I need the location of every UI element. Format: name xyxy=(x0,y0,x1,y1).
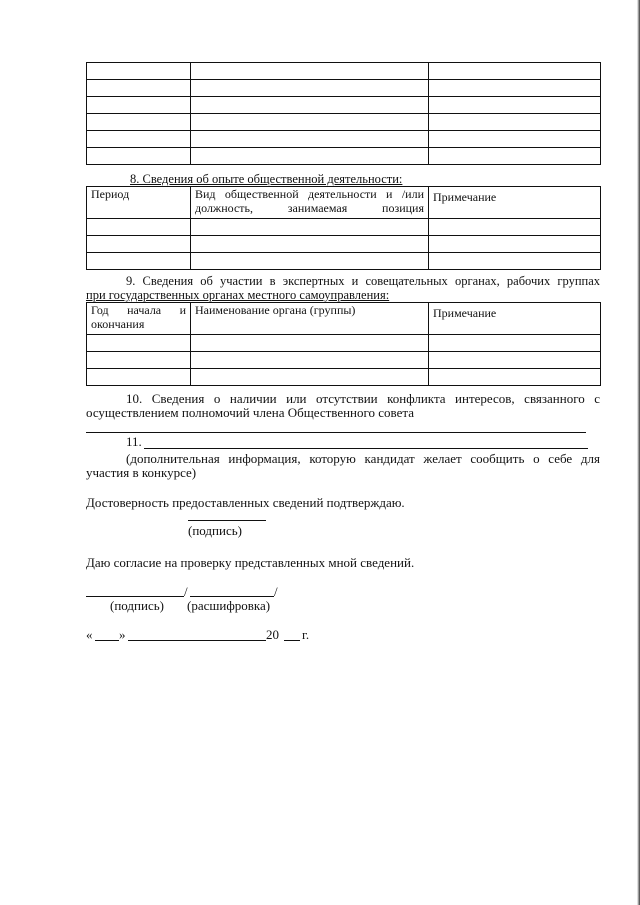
section-8-table-cell xyxy=(191,253,429,270)
previous-section-table-row xyxy=(87,148,601,165)
date-month-line xyxy=(128,640,266,641)
previous-section-table-cell xyxy=(429,63,601,80)
date-year-line xyxy=(284,640,300,641)
section-9-table-cell xyxy=(191,352,429,369)
section-8-table-cell xyxy=(429,236,601,253)
previous-section-table-row xyxy=(87,63,601,80)
consent-decoding-caption: (расшифровка) xyxy=(187,598,271,613)
previous-section-table-cell xyxy=(87,131,191,148)
section-11-note-line1: (дополнительная информация, которую кандидат желает сообщить о себе для xyxy=(126,451,600,466)
section-8-header-row xyxy=(87,187,601,219)
previous-section-table xyxy=(86,62,601,165)
date-day-line xyxy=(95,640,119,641)
section-8-table-cell xyxy=(191,219,429,236)
section-9-title-line2: при государственных органах местного самоуправления: xyxy=(86,288,390,302)
consent-decoding-line xyxy=(190,596,274,597)
section-9-title-line1: 9. Сведения об участии в экспертных и совещательных органах, рабочих группах xyxy=(126,274,600,288)
confirmation-signature-caption: (подпись) xyxy=(188,523,242,538)
previous-section-table-cell xyxy=(87,63,191,80)
s8-header-note: Примечание xyxy=(429,187,601,219)
section-9-table-cell xyxy=(429,369,601,386)
consent-signature-line xyxy=(86,596,184,597)
section-8-table-row xyxy=(87,236,601,253)
consent-signature-caption: (подпись) xyxy=(110,598,164,613)
s9-header-year-line2: окончания xyxy=(91,316,145,331)
s9-header-organ: Наименование органа (группы) xyxy=(191,303,429,335)
section-11-answer-line xyxy=(144,448,588,449)
section-8-table xyxy=(86,186,601,270)
previous-section-table-row xyxy=(87,80,601,97)
previous-section-table-cell xyxy=(429,97,601,114)
previous-section-table-row xyxy=(87,114,601,131)
section-8-table-cell xyxy=(429,219,601,236)
section-10-line1: 10. Сведения о наличии или отсутствии конфликта интересов, связанного с xyxy=(126,391,600,406)
s9-header-year xyxy=(87,303,191,335)
section-11-number: 11. xyxy=(126,434,142,449)
previous-section-table-cell xyxy=(191,97,429,114)
previous-section-table-cell xyxy=(429,114,601,131)
consent-text: Даю согласие на проверку представленных мной сведений. xyxy=(86,555,415,570)
section-9-table-cell xyxy=(429,335,601,352)
previous-section-table-cell xyxy=(87,80,191,97)
date-year-suffix: г. xyxy=(302,627,310,642)
section-10-line2: осуществлением полномочий члена Общественного совета xyxy=(86,405,414,420)
s8-header-period: Период xyxy=(87,187,191,219)
previous-section-table-cell xyxy=(191,131,429,148)
s8-header-activity: Вид общественной деятельности и /или должность, занимаемая позиция xyxy=(191,187,429,219)
previous-section-table-cell xyxy=(191,114,429,131)
s9-header-note: Примечание xyxy=(429,303,601,335)
date-open-quote: « xyxy=(86,627,93,642)
section-9-table-row xyxy=(87,335,601,352)
previous-section-table-cell xyxy=(191,63,429,80)
previous-section-table-row xyxy=(87,131,601,148)
date-century: 20 xyxy=(266,627,279,642)
previous-section-table-cell xyxy=(87,97,191,114)
section-9-table-row xyxy=(87,352,601,369)
section-8-title: 8. Сведения об опыте общественной деятельности: xyxy=(130,172,403,186)
section-9-header-row xyxy=(87,303,601,335)
previous-section-table-cell xyxy=(87,114,191,131)
section-9-table-cell xyxy=(87,335,191,352)
previous-section-table-cell xyxy=(429,131,601,148)
previous-section-table-cell xyxy=(429,80,601,97)
section-8-table-cell xyxy=(87,219,191,236)
consent-slash-2: / xyxy=(274,584,278,599)
s9-header-year-line1: Год начала и xyxy=(91,303,186,317)
section-8-table-cell xyxy=(429,253,601,270)
section-8-table-row xyxy=(87,219,601,236)
section-9-table-cell xyxy=(429,352,601,369)
previous-section-table-cell xyxy=(191,80,429,97)
section-9-table-row xyxy=(87,369,601,386)
previous-section-table-cell xyxy=(87,148,191,165)
section-8-table-cell xyxy=(87,253,191,270)
section-9-table xyxy=(86,302,601,386)
consent-slash-1: / xyxy=(184,584,188,599)
confirmation-text: Достоверность предоставленных сведений подтверждаю. xyxy=(86,495,405,510)
section-8-table-cell xyxy=(87,236,191,253)
section-9-table-cell xyxy=(191,335,429,352)
section-9-table-cell xyxy=(191,369,429,386)
section-8-table-row xyxy=(87,253,601,270)
section-11-note-line2: участия в конкурсе) xyxy=(86,465,197,480)
section-8-table-cell xyxy=(191,236,429,253)
previous-section-table-row xyxy=(87,97,601,114)
section-9-table-cell xyxy=(87,352,191,369)
date-close-quote: » xyxy=(119,627,126,642)
section-9-table-cell xyxy=(87,369,191,386)
previous-section-table-cell xyxy=(191,148,429,165)
section-10-answer-line xyxy=(86,432,586,433)
confirmation-signature-line xyxy=(188,520,266,521)
previous-section-table-cell xyxy=(429,148,601,165)
